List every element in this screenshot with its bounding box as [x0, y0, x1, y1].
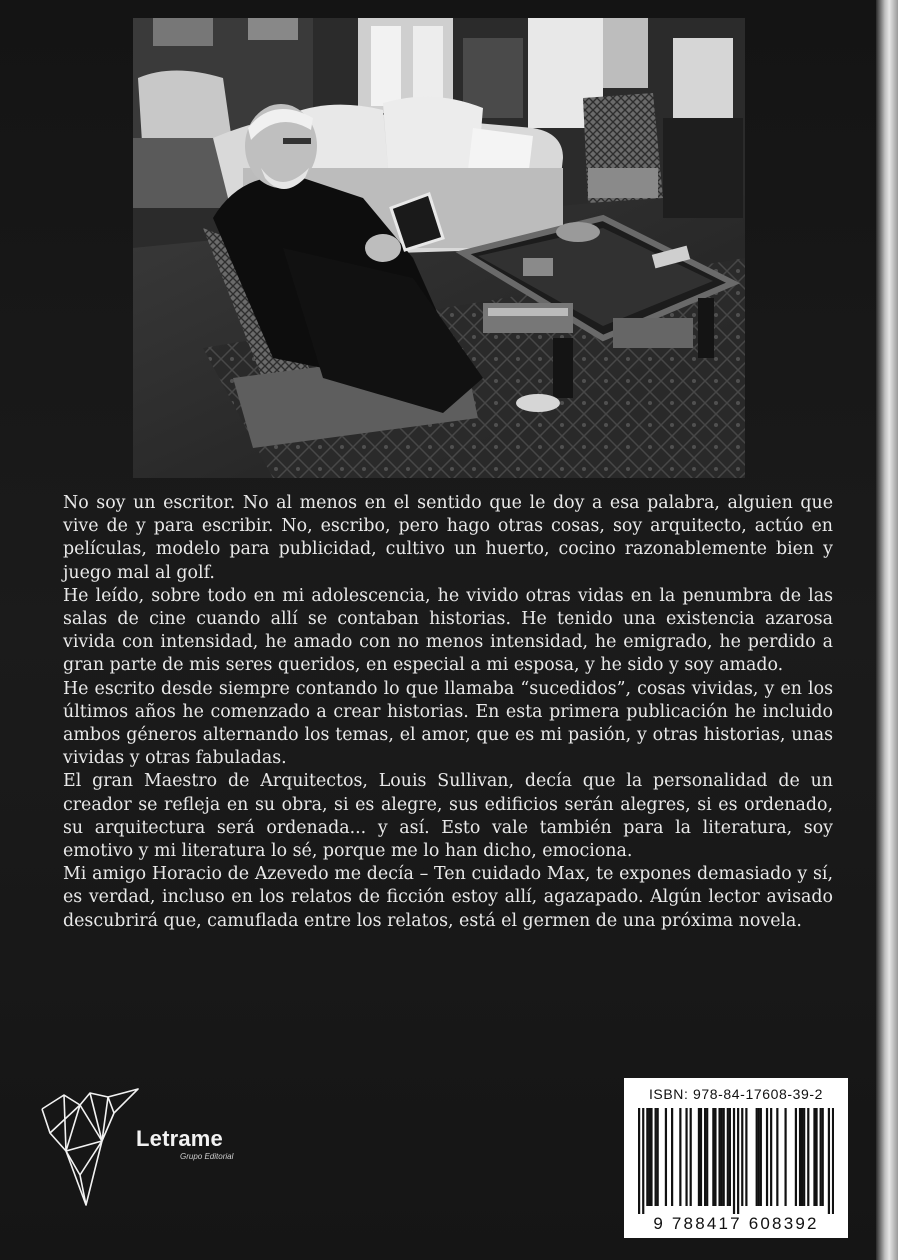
barcode-bar	[690, 1108, 692, 1206]
barcode-bar	[723, 1108, 725, 1206]
barcode-bar	[766, 1108, 768, 1206]
page-edge	[876, 0, 898, 1260]
barcode-bar	[828, 1108, 830, 1214]
barcode-bar	[770, 1108, 772, 1206]
barcode-bar	[815, 1108, 817, 1206]
barcode-bar	[807, 1108, 809, 1206]
barcode-bar	[646, 1108, 648, 1206]
barcode-bars	[638, 1108, 834, 1214]
barcode-bar	[657, 1108, 659, 1206]
barcode-bar	[718, 1108, 720, 1206]
barcode-bar	[733, 1108, 735, 1214]
blurb-paragraph: El gran Maestro de Arquitectos, Louis Sullivan, decía que la personalidad de un creador se refleja en su obra, si es alegre, sus edificios serán alegres, si es ordenado, su arquitectura será ordenada... y así. Esto vale también para la literatura, soy emotivo y mi literatura lo sé, porque me lo han dicho, emociona.	[63, 771, 833, 862]
barcode-bar	[648, 1108, 650, 1206]
barcode-bar	[712, 1108, 714, 1206]
barcode-bar	[795, 1108, 797, 1206]
barcode-bar	[801, 1108, 803, 1206]
barcode-bar	[671, 1108, 673, 1206]
barcode-bar	[813, 1108, 815, 1206]
blurb-paragraph: He escrito desde siempre contando lo que llamaba “sucedidos”, cosas vividas, y en los últimos años he comenzado a crear historias. En esta primera publicación he incluido ambos géneros alternando los temas, el amor, que es mi pasión, y otras historias, unas vividas y otras fabuladas.	[63, 678, 833, 769]
barcode-bar	[700, 1108, 702, 1206]
blurb-paragraph: Mi amigo Horacio de Azevedo me decía – Ten cuidado Max, te expones demasiado y sí, es verdad, incluso en los relatos de ficción estoy allí, agazapado. Algún lector avisado descubrirá que, camuflada entre los relatos, está el germen de una próxima novela.	[63, 864, 833, 931]
barcode-bar	[642, 1108, 644, 1214]
publisher-subtitle: Grupo Editorial	[180, 1152, 234, 1161]
barcode-bar	[714, 1108, 716, 1206]
barcode-bar	[741, 1108, 743, 1206]
barcode-bar	[685, 1108, 687, 1206]
barcode-bar	[784, 1108, 786, 1206]
barcode-bar	[799, 1108, 801, 1206]
barcode-bar	[706, 1108, 708, 1206]
barcode-bar	[655, 1108, 657, 1206]
barcode-bar	[679, 1108, 681, 1206]
barcode-bar	[832, 1108, 834, 1214]
barcode-bar	[665, 1108, 667, 1206]
barcode-bar	[745, 1108, 747, 1206]
barcode-bar	[737, 1108, 739, 1214]
barcode-bar	[803, 1108, 805, 1206]
barcode-bar	[727, 1108, 729, 1206]
barcode-bar	[638, 1108, 640, 1214]
barcode-bar	[698, 1108, 700, 1206]
publisher-name: Letrame	[136, 1126, 223, 1151]
barcode-bar	[704, 1108, 706, 1206]
barcode-digits: 9 788417 608392	[653, 1214, 819, 1233]
barcode-bar	[758, 1108, 760, 1206]
barcode-bar	[822, 1108, 824, 1206]
barcode-bar	[729, 1108, 731, 1206]
back-cover-blurb	[63, 492, 833, 933]
publisher-logo	[40, 1083, 240, 1213]
barcode-bar	[776, 1108, 778, 1206]
isbn-label: ISBN: 978-84-17608-39-2	[648, 1086, 824, 1102]
barcode-bar	[820, 1108, 822, 1206]
author-photo	[133, 18, 745, 478]
blurb-paragraph: He leído, sobre todo en mi adolescencia, he vivido otras vidas en la penumbra de las salas de cine cuando allí se contaban historias. He tenido una existencia azarosa vivida con intensidad, he amado con no menos intensidad, he emigrado, he perdido a gran parte de mis seres queridos, en especial a mi esposa, y he sido y soy amado.	[63, 585, 833, 676]
isbn-barcode	[624, 1078, 848, 1238]
barcode-bar	[721, 1108, 723, 1206]
barcode-bar	[760, 1108, 762, 1206]
barcode-bar	[650, 1108, 652, 1206]
barcode-bar	[756, 1108, 758, 1206]
blurb-paragraph: No soy un escritor. No al menos en el sentido que le doy a esa palabra, alguien que vive de y para escribir. No, escribo, pero hago otras cosas, soy arquitecto, actúo en películas, modelo para publicidad, cultivo un huerto, cocino razonablemente bien y juego mal al golf.	[63, 493, 833, 583]
origami-bird-icon	[40, 1083, 140, 1213]
